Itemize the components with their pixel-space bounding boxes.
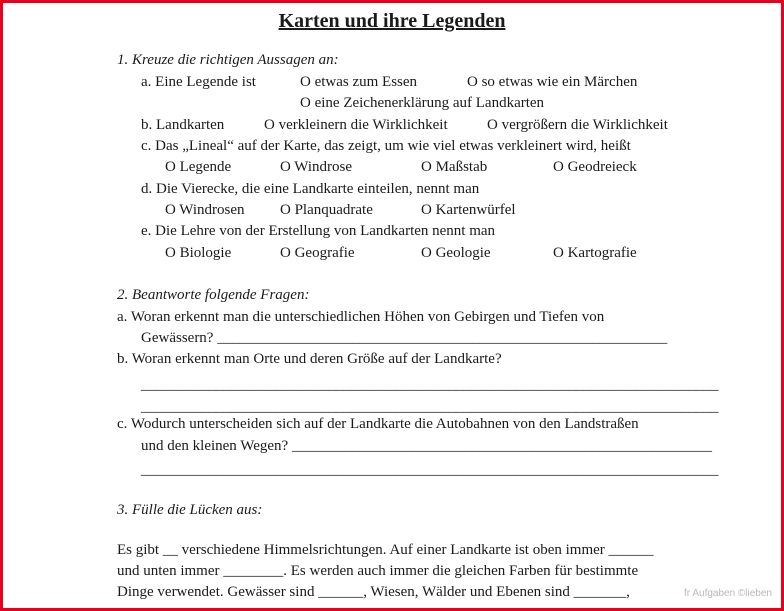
q1e-lead: e. Die Lehre von der Erstellung von Landkarten nennt man bbox=[141, 223, 496, 239]
q3-paragraph-line-3: Dinge verwendet. Gewässer sind ______, Wiesen, Wälder und Ebenen sind _______, bbox=[117, 584, 630, 600]
q1e-option-2[interactable]: O Geografie bbox=[280, 245, 355, 261]
q1e-option-3[interactable]: O Geologie bbox=[421, 245, 491, 261]
q1b-option-2[interactable]: O vergrößern die Wirklichkeit bbox=[487, 117, 668, 133]
q2-heading: 2. Beantworte folgende Fragen: bbox=[117, 287, 310, 303]
q1b-option-1[interactable]: O verkleinern die Wirklichkeit bbox=[264, 117, 448, 133]
q1d-option-1[interactable]: O Windrosen bbox=[165, 202, 245, 218]
q1e-option-4[interactable]: O Kartografie bbox=[553, 245, 637, 261]
q3-paragraph-line-2: und unten immer ________. Es werden auch immer die gleichen Farben für bestimmte bbox=[117, 563, 639, 579]
q1c-option-3[interactable]: O Maßstab bbox=[421, 159, 488, 175]
q1a-lead: a. Eine Legende ist bbox=[141, 74, 256, 90]
q3-heading: 3. Fülle die Lücken aus: bbox=[117, 502, 263, 518]
q1e-option-1[interactable]: O Biologie bbox=[165, 245, 232, 261]
q1a-option-2[interactable]: O so etwas wie ein Märchen bbox=[467, 74, 638, 90]
page-title: Karten und ihre Legenden bbox=[278, 10, 506, 32]
q2a-answer-line[interactable]: Gewässern? ____________________________________________________________ bbox=[141, 330, 668, 346]
q2c-question: c. Wodurch unterscheiden sich auf der Landkarte die Autobahnen von den Landstraßen bbox=[117, 416, 639, 432]
q1d-lead: d. Die Vierecke, die eine Landkarte einteilen, nennt man bbox=[141, 181, 480, 197]
q1c-option-4[interactable]: O Geodreieck bbox=[553, 159, 637, 175]
q1a-option-3[interactable]: O eine Zeichenerklärung auf Landkarten bbox=[300, 95, 545, 111]
q1c-lead: c. Das „Lineal“ auf der Karte, das zeigt, um wie viel etwas verkleinert wird, heißt bbox=[141, 138, 631, 154]
q2b-answer-line-2[interactable]: _____________________________________________________________________________ bbox=[141, 399, 719, 415]
watermark: fr Aufgaben ©lieben bbox=[684, 588, 772, 599]
q1b-lead: b. Landkarten bbox=[141, 117, 225, 133]
q1a-option-1[interactable]: O etwas zum Essen bbox=[300, 74, 418, 90]
q2c-question-cont[interactable]: und den kleinen Wegen? ________________________________________________________ bbox=[141, 438, 712, 454]
q1d-option-2[interactable]: O Planquadrate bbox=[280, 202, 373, 218]
q2c-answer-line[interactable]: _____________________________________________________________________________ bbox=[141, 462, 719, 478]
q1-heading: 1. Kreuze die richtigen Aussagen an: bbox=[117, 52, 339, 68]
q2a-question: a. Woran erkennt man die unterschiedlichen Höhen von Gebirgen und Tiefen von bbox=[117, 309, 605, 325]
q2b-question: b. Woran erkennt man Orte und deren Größe auf der Landkarte? bbox=[117, 351, 502, 367]
q3-paragraph-line-1: Es gibt __ verschiedene Himmelsrichtungen. Auf einer Landkarte ist oben immer ______ bbox=[117, 542, 654, 558]
q2b-answer-line-1[interactable]: _____________________________________________________________________________ bbox=[141, 377, 719, 393]
q1c-option-2[interactable]: O Windrose bbox=[280, 159, 353, 175]
q1d-option-3[interactable]: O Kartenwürfel bbox=[421, 202, 516, 218]
q1c-option-1[interactable]: O Legende bbox=[165, 159, 232, 175]
